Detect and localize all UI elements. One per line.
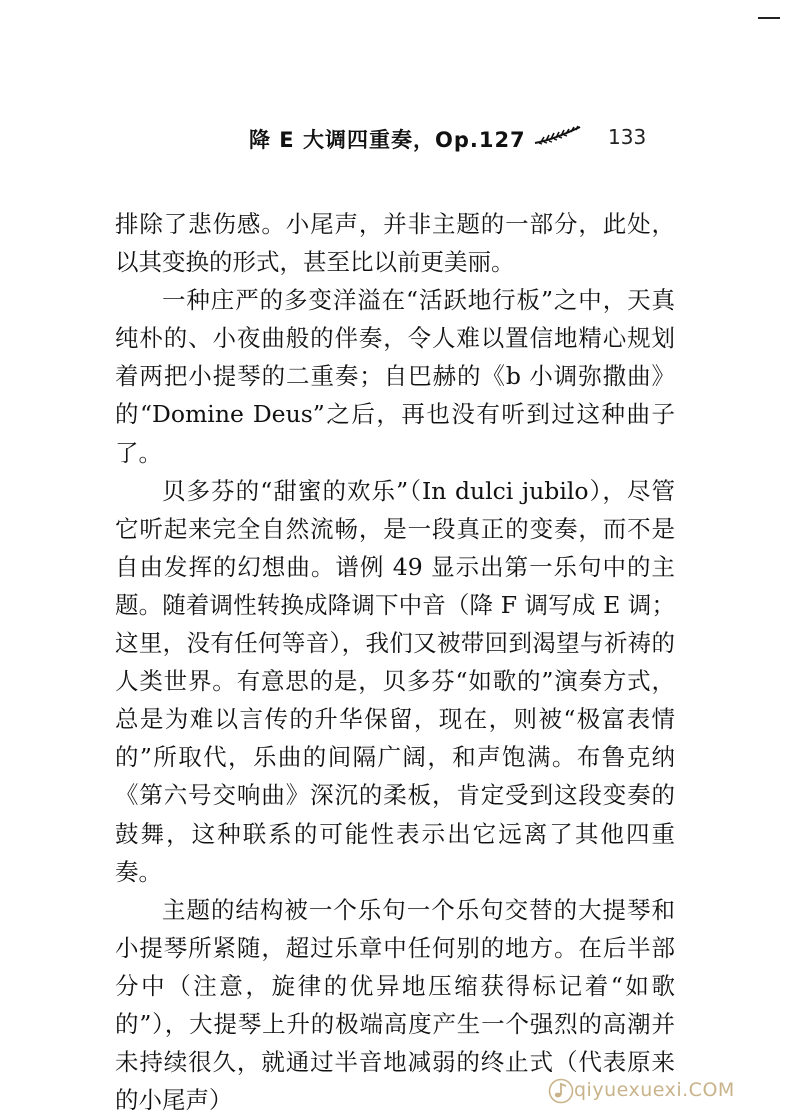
body-text xyxy=(115,205,675,1119)
watermark xyxy=(548,1076,788,1106)
watermark-text: qiyuexuexi.COM xyxy=(574,1079,735,1101)
page-number: 133 xyxy=(608,125,647,149)
paragraph: 排除了悲伤感。小尾声，并非主题的一部分，此处，以其变换的形式，甚至比以前更美丽。 xyxy=(115,210,675,277)
corner-mark xyxy=(758,17,780,19)
paragraph: 主题的结构被一个乐句一个乐句交替的大提琴和小提琴所紧随，超过乐章中任何别的地方。在后半部分中（注意，旋律的优异地压缩获得标记着“如歌的”），大提琴上升的极端高度产生一个强烈的高潮并未持续很久，就通过半音地减弱的终止式（代表原来的小尾声） xyxy=(115,895,675,1115)
running-title: 降 E 大调四重奏，Op.127 xyxy=(249,128,526,152)
quill-flourish-icon xyxy=(533,124,583,146)
paragraph: 一种庄严的多变洋溢在“活跃地行板”之中，天真纯朴的、小夜曲般的伴奏，令人难以置信地精心规划着两把小提琴的二重奏；自巴赫的《b 小调弥撒曲》的“Domine Deus”之后，再也没有听到过这种曲子了。 xyxy=(115,286,675,467)
running-head xyxy=(0,122,794,162)
paragraph: 贝多芬的“甜蜜的欢乐”（In dulci jubilo），尽管它听起来完全自然流畅，是一段真正的变奏，而不是自由发挥的幻想曲。谱例 49 显示出第一乐句中的主题。随着调性转换成降调下中音（降 F 调写成 E 调；这里，没有任何等音），我们又被带回到渴望与祈祷的人类世界。有意思的是，贝多芬“如歌的”演奏方式，总是为难以言传的升华保留，现在，则被“极富表情的”所取代，乐曲的间隔广阔，和声饱满。布鲁克纳《第六号交响曲》深沉的柔板，肯定受到这段变奏的鼓舞，这种联系的可能性表示出它远离了其他四重奏。 xyxy=(115,476,675,886)
music-note-logo-icon xyxy=(548,1078,574,1104)
